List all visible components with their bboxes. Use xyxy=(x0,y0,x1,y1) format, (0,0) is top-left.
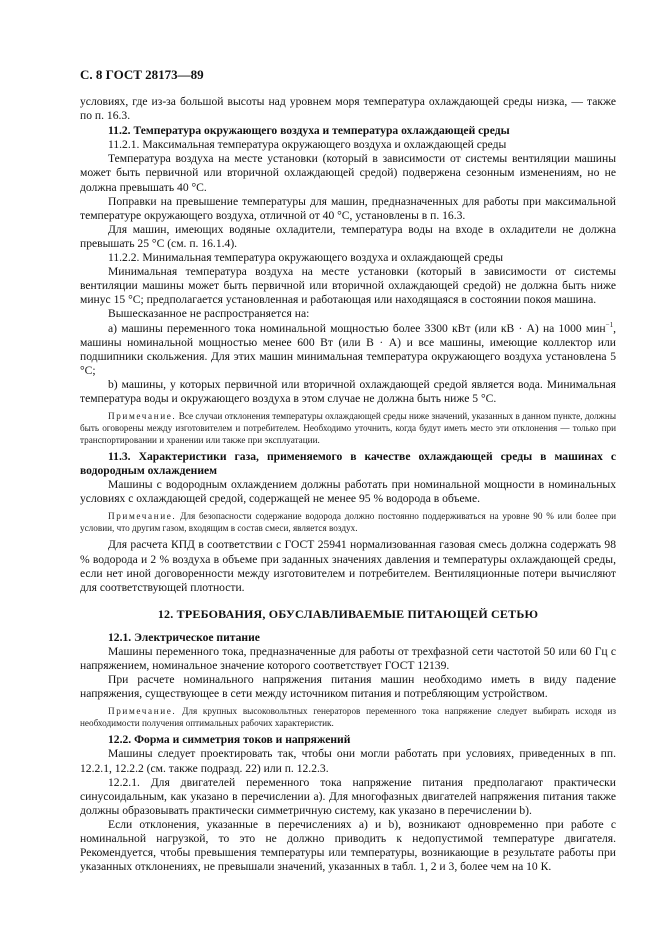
paragraph: Минимальная температура воздуха на месте установки (который в зависимости от системы вентиляции машины может быть первичной или вторичной охлаждающей средой) не должна быть ниже минус 15 °С; предполагается установленная и работающая или находящаяся в состоянии покоя машина. xyxy=(80,265,616,307)
note xyxy=(80,510,616,534)
note xyxy=(80,410,616,446)
subsection-heading-11-2-2: 11.2.2. Минимальная температура окружающего воздуха и охлаждающей среды xyxy=(108,251,504,265)
paragraph: При расчете номинального напряжения питания машин необходимо иметь в виду падение напряжения, существующее в сети между источником питания и потребляющим устройством. xyxy=(80,673,616,701)
list-item-a xyxy=(80,322,616,378)
paragraph: Машины переменного тока, предназначенные для работы от трехфазной сети частотой 50 или 60 Гц с напряжением, номинальное значение которого соответствует ГОСТ 12139. xyxy=(80,645,616,673)
paragraph: Вышесказанное не распространяется на: xyxy=(108,307,310,321)
page-body xyxy=(80,95,616,874)
note-label: Примечание. xyxy=(108,511,177,522)
paragraph: Для машин, имеющих водяные охладители, температура воды на входе в охладители не должна превышать 25 °С (см. п. 16.1.4). xyxy=(80,222,616,250)
paragraph: Если отклонения, указанные в перечислениях а) и b), возникают одновременно при работе с номинальной нагрузкой, то это не должно приводить к недопустимой температуре двигателя. Рекомендуется, чтобы превышения температуры или температуры, возникающие в результате работы при указанных отклонениях, не превышали значений, указанных в табл. 1, 2 и 3, более чем на 10 К. xyxy=(80,817,616,874)
chapter-heading-12: 12. ТРЕБОВАНИЯ, ОБУСЛАВЛИВАЕМЫЕ ПИТАЮЩЕЙ СЕТЬЮ xyxy=(157,606,539,621)
list-item-a-text: a) машины переменного тока номинальной мощностью более 3300 кВт (или кВ · А) на 1000 мин xyxy=(108,321,606,335)
list-item-b: b) машины, у которых первичной или вторичной охлаждающей средой является вода. Минимальная температура воды и окружающего воздуха в этом случае не должна быть ниже 5 °С. xyxy=(80,377,616,405)
section-heading-11-3: 11.3. Характеристики газа, применяемого в качестве охлаждающей среды в машинах с водородным охлаждением xyxy=(80,450,616,478)
paragraph: Машины следует проектировать так, чтобы они могли работать при условиях, приведенных в пп. 12.2.1, 12.2.2 (см. также подразд. 22) или п. 12.2.3. xyxy=(80,747,616,775)
subsection-heading-11-2-1: 11.2.1. Максимальная температура окружающего воздуха и охлаждающей среды xyxy=(108,138,507,152)
note-label: Примечание. xyxy=(108,706,177,717)
paragraph: условиях, где из-за большой высоты над уровнем моря температура охлаждающей среды низка, — также по п. 16.3. xyxy=(80,95,616,123)
paragraph: 12.2.1. Для двигателей переменного тока напряжение питания предполагают практически синусоидальным, как указано в перечислении а). Для многофазных двигателей напряжения питания также должны образовывать практически симметричную систему, как указано в перечислении b). xyxy=(80,775,616,817)
section-heading-12-2: 12.2. Форма и симметрия токов и напряжений xyxy=(108,733,351,747)
note-text: Для безопасности содержание водорода должно постоянно поддерживаться на уровне 90 % или более при условии, что другим газом, входящим в состав смеси, является воздух. xyxy=(80,511,616,534)
note xyxy=(80,705,616,729)
paragraph: Машины с водородным охлаждением должны работать при номинальной мощности в номинальных условиях с охлаждающей средой, содержащей не менее 95 % водорода в объеме. xyxy=(80,478,616,506)
note-text: Для крупных высоковольтных генераторов переменного тока напряжение следует выбирать исходя из необходимости получения оптимальных рабочих характеристик. xyxy=(80,706,617,729)
paragraph: Для расчета КПД в соответствии с ГОСТ 25941 нормализованная газовая смесь должна содержать 98 % водорода и 2 % воздуха в объеме при заданных значениях давления и температуры охлаждающей среды, если нет иной договоренности между изготовителем и потребителем. Вентиляционные потери вычисляют для соответствующей плотности. xyxy=(80,538,616,594)
paragraph: Поправки на превышение температуры для машин, предназначенных для работы при максимальной температуре окружающего воздуха, отличной от 40 °С, установлены в п. 16.3. xyxy=(80,194,616,222)
section-heading-11-2: 11.2. Температура окружающего воздуха и температура охлаждающей среды xyxy=(108,124,510,138)
paragraph: Температура воздуха на месте установки (который в зависимости от системы вентиляции машины может быть первичной или вторичной охлаждающей средой) подвержена сезонным изменениям, но не должна превышать 40 °С. xyxy=(80,152,616,194)
list-item-a-text-cont: , машины номинальной мощностью менее 600 Вт (или В · А) и все машины, имеющие коллектор или подшипники скольжения. Для этих машин минимальная температура окружающего воздуха установлена 5 °С; xyxy=(80,321,616,377)
page-header: С. 8 ГОСТ 28173—89 xyxy=(80,67,204,82)
note-text: Все случаи отклонения температуры охлаждающей среды ниже значений, указанных в данном пункте, должны быть оговорены между изготовителем и потребителем. Необходимо уточнить, когда будут иметь место эти отклонения — только при транспортировании и хранении или также при эксплуатации. xyxy=(80,411,616,446)
note-label: Примечание. xyxy=(108,411,177,422)
superscript: −1 xyxy=(605,320,614,329)
section-heading-12-1: 12.1. Электрическое питание xyxy=(108,630,260,644)
